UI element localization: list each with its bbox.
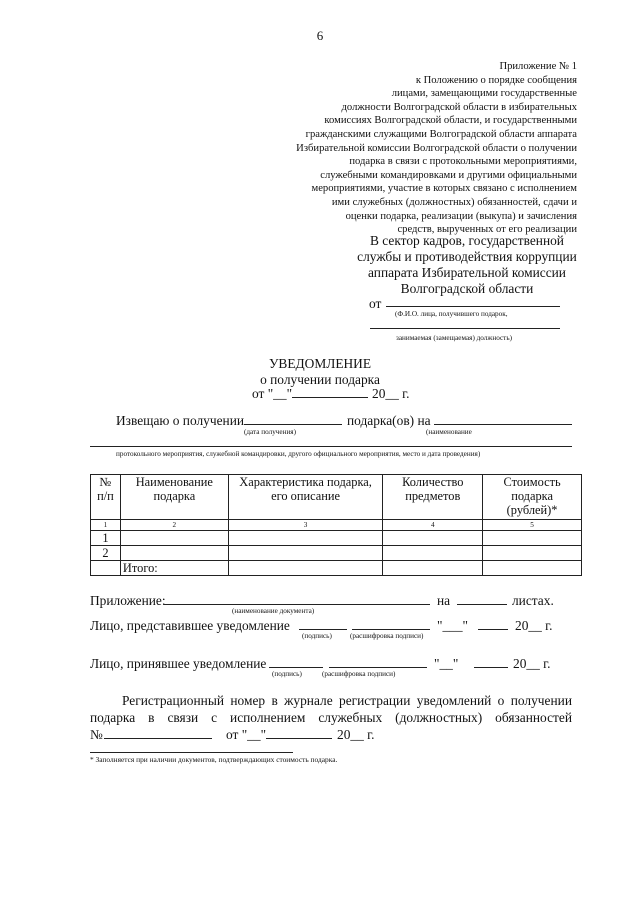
header-gift-name: Наименование подарка <box>120 475 228 520</box>
cell-cost[interactable] <box>483 531 582 546</box>
footnote: * Заполняется при наличии документов, подтверждающих стоимость подарка. <box>90 755 338 764</box>
event-name-field[interactable] <box>434 424 572 425</box>
total-label: Итого: <box>120 561 228 576</box>
appendix-line: лицами, замещающими государственные <box>391 88 577 100</box>
receiver-year: 20__ г. <box>513 656 551 671</box>
registration-number-field[interactable] <box>104 738 212 739</box>
submitter-month-field[interactable] <box>478 629 508 630</box>
cell-cost[interactable] <box>483 546 582 561</box>
title-date-prefix: от "__" <box>252 386 293 401</box>
hint-event-details: протокольного мероприятия, служебной командировки, другого официального мероприятия, место и дата проведения) <box>116 450 481 458</box>
cell-description[interactable] <box>228 531 383 546</box>
cell-description[interactable] <box>228 561 383 576</box>
header-number: № п/п <box>91 475 121 520</box>
registration-text-line2: подарка в связи с исполнением служебных (должностных) обязанностей <box>90 710 572 725</box>
attachment-hint: (наименование документа) <box>232 607 315 615</box>
receiver-date-prefix: "__" <box>434 656 459 671</box>
table-row <box>91 546 582 561</box>
cell-quantity[interactable] <box>383 546 483 561</box>
footnote-divider <box>90 752 293 753</box>
cell-empty <box>91 561 121 576</box>
row-number: 1 <box>91 531 121 546</box>
from-name-field[interactable] <box>386 306 560 307</box>
registration-month-field[interactable] <box>266 738 332 739</box>
addressee-line: аппарата Избирательной комиссии <box>368 265 566 280</box>
cell-total-cost[interactable] <box>483 561 582 576</box>
addressee-line: службы и противодействия коррупции <box>357 249 577 264</box>
appendix-line: комиссиях Волгоградской области, и государственными <box>324 115 577 127</box>
appendix-header <box>237 60 577 237</box>
cell-gift-name[interactable] <box>120 546 228 561</box>
appendix-line: ими служебных (должностных) обязанностей, сдачи и <box>331 196 577 208</box>
appendix-line: мероприятиями, участие в которых связано с исполнением <box>311 183 577 195</box>
event-details-field[interactable] <box>90 446 572 447</box>
appendix-line: служебными командировками и другими официальными <box>320 169 577 181</box>
submitter-date-prefix: "___" <box>437 618 469 633</box>
cell-quantity[interactable] <box>383 531 483 546</box>
appendix-line: подарка в связи с протокольными мероприятиями, <box>349 156 577 168</box>
attachment-sheets-label: листах. <box>512 593 554 608</box>
hint-event-name: (наименование <box>426 428 472 436</box>
appendix-line: к Положению о порядке сообщения <box>415 74 577 86</box>
cell-gift-name[interactable] <box>120 531 228 546</box>
attachment-on-label: на <box>437 593 451 608</box>
column-number: 3 <box>228 520 383 531</box>
cell-total-quantity[interactable] <box>383 561 483 576</box>
appendix-line: Избирательной комиссии Волгоградской области о получении <box>296 142 577 154</box>
column-number: 2 <box>120 520 228 531</box>
receipt-date-field[interactable] <box>244 424 342 425</box>
appendix-line: оценки подарка, реализации (выкупа) и зачисления <box>345 210 577 222</box>
submitter-label: Лицо, представившее уведомление <box>90 618 290 633</box>
header-cost: Стоимость подарка (рублей)* <box>483 475 582 520</box>
receiver-hint-decode: (расшифровка подписи) <box>322 670 396 678</box>
attachment-sheets-field[interactable] <box>457 604 507 605</box>
header-quantity: Количество предметов <box>383 475 483 520</box>
header-description: Характеристика подарка, его описание <box>228 475 383 520</box>
hint-receipt-date: (дата получения) <box>244 428 296 436</box>
receiver-label: Лицо, принявшее уведомление <box>90 656 267 671</box>
appendix-line: гражданскими служащими Волгоградской области аппарата <box>305 128 577 140</box>
receiver-hint-signature: (подпись) <box>272 670 302 678</box>
appendix-line: средств, вырученных от его реализации <box>397 224 577 236</box>
document-title: УВЕДОМЛЕНИЕ <box>268 356 372 371</box>
receiver-signature-field[interactable] <box>269 667 323 668</box>
title-year: 20__ г. <box>372 386 410 401</box>
appendix-line: должности Волгоградской области в избирательных <box>341 101 577 113</box>
registration-text-line1: Регистрационный номер в журнале регистрации уведомлений о получении <box>122 693 572 708</box>
submitter-year: 20__ г. <box>515 618 553 633</box>
column-number: 5 <box>483 520 582 531</box>
receiver-month-field[interactable] <box>474 667 508 668</box>
gifts-table <box>90 474 582 576</box>
addressee-block <box>352 233 582 297</box>
position-field[interactable] <box>370 328 560 329</box>
cell-description[interactable] <box>228 546 383 561</box>
addressee-line: Волгоградской области <box>400 281 534 296</box>
submitter-hint-signature: (подпись) <box>302 632 332 640</box>
addressee-line: В сектор кадров, государственной <box>370 233 564 248</box>
title-month-field[interactable] <box>292 397 368 398</box>
document-subtitle: о получении подарка <box>260 372 380 387</box>
attachment-document-field[interactable] <box>164 604 430 605</box>
page-number: 6 <box>316 28 324 43</box>
column-number: 1 <box>91 520 121 531</box>
registration-year: 20__ г. <box>337 727 375 742</box>
from-label: от <box>369 296 382 311</box>
registration-date-prefix: от "__" <box>226 727 267 742</box>
registration-no-label: № <box>90 727 103 742</box>
total-row <box>91 561 582 576</box>
column-number: 4 <box>383 520 483 531</box>
from-hint: (Ф.И.О. лица, получившего подарок, <box>395 310 508 318</box>
notice-text-mid: подарка(ов) на <box>347 413 431 428</box>
row-number: 2 <box>91 546 121 561</box>
table-row <box>91 531 582 546</box>
receiver-decode-field[interactable] <box>329 667 427 668</box>
submitter-signature-field[interactable] <box>299 629 347 630</box>
submitter-hint-decode: (расшифровка подписи) <box>350 632 424 640</box>
submitter-decode-field[interactable] <box>352 629 430 630</box>
appendix-line: Приложение № 1 <box>499 61 577 72</box>
notice-text-start: Извещаю о получении <box>116 413 245 428</box>
attachment-label: Приложение: <box>90 593 166 608</box>
table-header-row <box>91 475 582 520</box>
column-number-row <box>91 520 582 531</box>
position-hint: занимаемая (замещаемая) должность) <box>396 334 512 342</box>
